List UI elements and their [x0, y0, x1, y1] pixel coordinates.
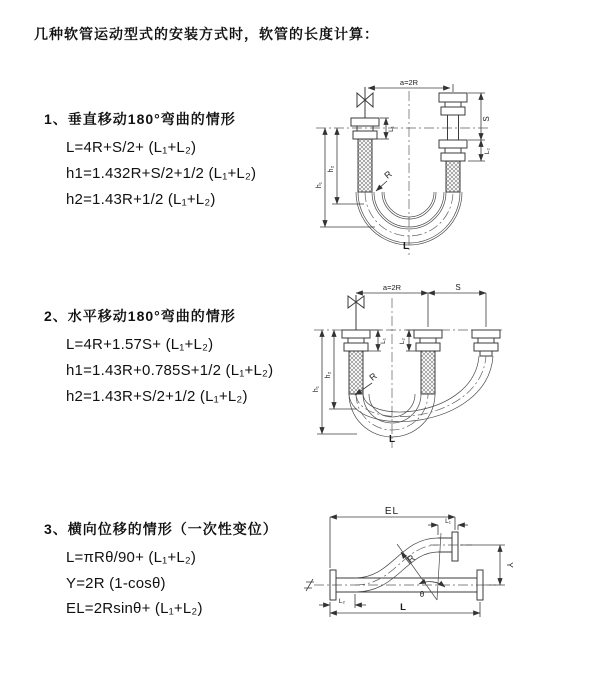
dim-label-fitting-mid: L₂ — [399, 337, 406, 345]
pipe-break-mark — [304, 579, 314, 591]
section3-heading: 3、横向位移的情形（一次性变位） — [44, 521, 278, 537]
left-pipe-fitting — [351, 118, 379, 192]
radius-callout — [401, 552, 417, 565]
section2-heading: 2、水平移动180°弯曲的情形 — [44, 308, 236, 324]
right-pipe-fitting — [472, 330, 500, 356]
dim-label-width: a=2R — [382, 283, 402, 292]
section1-formula-h1: h1=1.432R+S/2+1/2 (L₁+L₂) — [66, 165, 257, 182]
dim-label-y: Y — [505, 562, 515, 568]
section3-formula-y: Y=2R (1-cosθ) — [66, 575, 166, 592]
dim-label-el: EL — [384, 506, 400, 517]
dim-fitting-right — [468, 140, 491, 161]
dim-label-fitting-left: L₁ — [388, 126, 395, 132]
diagram-horizontal-180-bend — [312, 282, 600, 454]
dim-width-a2r — [368, 78, 453, 92]
section1-formula-l: L=4R+S/2+ (L₁+L₂) — [66, 139, 197, 156]
angle-label: θ — [419, 590, 425, 599]
dim-label-h1: h₁ — [316, 181, 323, 189]
radius-callout — [376, 168, 394, 191]
dim-fitting-left — [364, 330, 387, 351]
dim-label-length: L — [400, 602, 406, 613]
diagram-lateral-displacement — [300, 503, 600, 648]
hose-s-curve-displaced — [355, 532, 458, 592]
valve-icon — [357, 87, 373, 118]
radius-label: R — [405, 552, 417, 565]
centerlines — [314, 298, 502, 448]
section1-heading: 1、垂直移动180°弯曲的情形 — [44, 111, 236, 127]
page-title: 几种软管运动型式的安装方式时，软管的长度计算： — [34, 26, 379, 42]
section2-formula-h2: h2=1.43R+S/2+1/2 (L₁+L₂) — [66, 388, 248, 405]
dim-fitting-mid — [399, 330, 421, 351]
dim-stroke-s — [428, 283, 486, 327]
valve-icon — [348, 295, 364, 330]
dim-label-h2: h₂ — [325, 371, 332, 379]
dim-label-h2: h₂ — [328, 165, 335, 173]
length-label: L — [388, 434, 396, 445]
section3-formula-l: L=πRθ/90+ (L₁+L₂) — [66, 549, 197, 566]
dim-label-width: a=2R — [399, 78, 419, 87]
angle-construction — [397, 533, 445, 600]
dim-el — [330, 506, 455, 568]
section1-formula-h2: h2=1.43R+1/2 (L₁+L₂) — [66, 191, 216, 208]
dim-label-h1: h₁ — [313, 385, 320, 393]
centerlines — [316, 91, 490, 255]
section3-formula-el: EL=2Rsinθ+ (L₁+L₂) — [66, 600, 203, 617]
dim-label-fitting-right: L₁ — [445, 518, 451, 525]
dim-label-fitting-right: L₂ — [484, 147, 491, 155]
right-pipe-fitting — [439, 93, 467, 192]
middle-pipe-fitting — [414, 330, 442, 394]
dim-label-fitting-left: L₁ — [380, 338, 387, 344]
radius-label: R — [367, 370, 379, 383]
section2-formula-h1: h1=1.43R+0.785S+1/2 (L₁+L₂) — [66, 362, 274, 379]
left-pipe-fitting — [342, 330, 370, 394]
section2-formula-l: L=4R+1.57S+ (L₁+L₂) — [66, 336, 214, 353]
radius-label: R — [382, 168, 394, 181]
diagram-vertical-180-bend — [312, 73, 600, 258]
dim-stroke-s — [468, 93, 491, 140]
length-label: L — [402, 241, 410, 252]
dim-label-stroke: S — [482, 116, 491, 122]
dim-label-fitting-left: L₂ — [338, 598, 346, 605]
dim-y — [460, 545, 515, 585]
dim-fitting-left — [319, 594, 366, 608]
dim-fitting-right — [428, 518, 468, 535]
dim-fitting-left — [373, 118, 395, 139]
dim-length — [330, 602, 480, 617]
dim-label-stroke: S — [455, 283, 461, 292]
